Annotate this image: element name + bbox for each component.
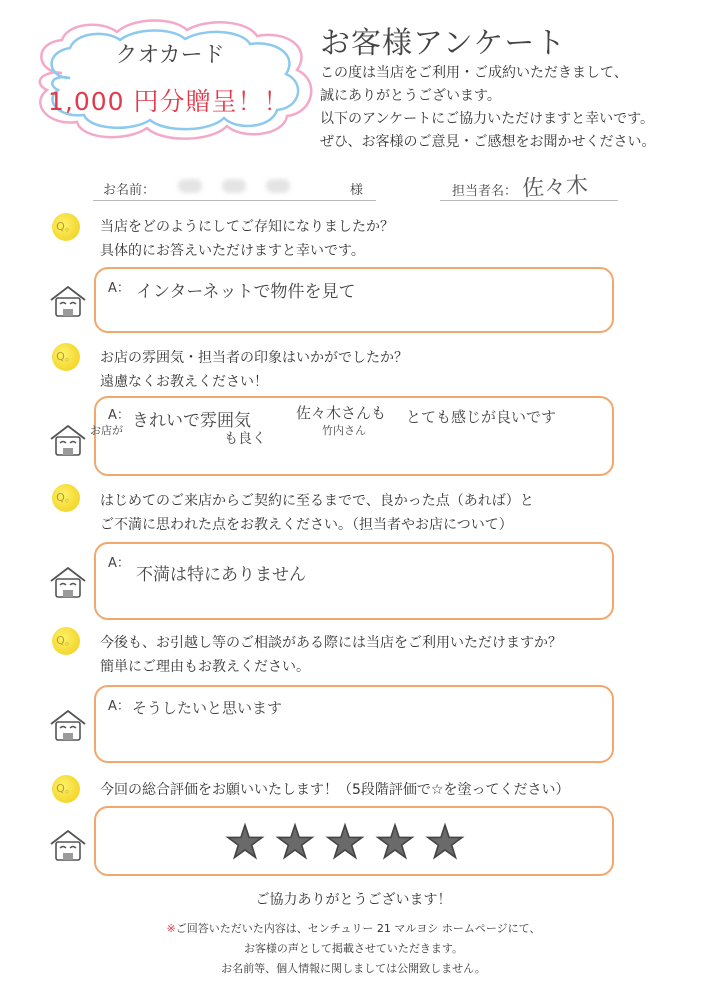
question-5 — [100, 778, 569, 802]
intro-text — [320, 62, 690, 154]
answer-marker: A： — [108, 699, 130, 714]
footer-note-line: お客様の声として掲載させていただきます。 — [243, 942, 464, 955]
note-mark: ※ — [166, 922, 176, 935]
rating-star-5[interactable] — [428, 825, 462, 858]
name-label: お名前： — [103, 183, 156, 198]
answer-marker: A： — [108, 281, 130, 296]
q-marker-icon: Q。 — [52, 213, 80, 241]
intro-line: ぜひ、お客様のご意見・ご感想をお聞かせください。 — [320, 134, 656, 150]
page-title: お客様アンケート — [320, 26, 567, 61]
answer-1-text: インターネットで物件を見て — [136, 282, 356, 302]
house-face-icon — [48, 564, 88, 600]
answer-2-prefix: お店が — [90, 424, 123, 437]
footer-note-line: お名前等、個人情報に関しましては公開致しません。 — [221, 962, 486, 975]
question-1 — [100, 215, 394, 263]
answer-2-sub: も良く — [224, 431, 266, 447]
answer-3-text: 不満は特にありません — [136, 565, 306, 585]
rating-star-3[interactable] — [328, 825, 362, 858]
footer-note — [0, 919, 707, 979]
answer-2-text: きれいで雰囲気 — [132, 411, 251, 431]
answer-marker: A： — [108, 556, 130, 571]
answer-box-1[interactable] — [94, 267, 614, 333]
answer-2-mid: 佐々木さんも — [296, 404, 387, 422]
footer-note-line: ※ご回答いただいた内容は、センチュリー 21 マルヨシ ホームページにて、 — [166, 922, 541, 935]
question-line: 今後も、お引越し等のご相談がある際には当店をご利用いただけますか？ — [100, 635, 562, 651]
question-line: 今回の総合評価をお願いいたします！（5段階評価で☆を塗ってください） — [100, 782, 570, 798]
intro-line: 以下のアンケートにご協力いただけますと幸いです。 — [320, 111, 655, 127]
answer-box-2[interactable] — [90, 396, 614, 476]
question-4 — [100, 631, 562, 679]
name-field-redacted — [178, 178, 328, 198]
answer-marker: A： — [108, 408, 130, 423]
question-line: 遠慮なくお教えください！ — [100, 374, 268, 390]
honorific-label: 様 — [350, 183, 364, 198]
house-face-icon — [48, 283, 88, 319]
intro-line: 誠にありがとうございます。 — [320, 88, 501, 104]
question-2 — [100, 346, 408, 394]
answer-2-mid-sub: 竹内さん — [322, 424, 366, 437]
answer-box-3[interactable] — [94, 542, 614, 620]
house-face-icon — [48, 707, 88, 743]
answer-4-text: そうしたいと思います — [132, 699, 283, 717]
q-marker-icon: Q。 — [52, 343, 80, 371]
question-3 — [100, 489, 534, 537]
question-line: お店の雰囲気・担当者の印象はいかがでしたか？ — [100, 350, 408, 366]
question-line: はじめてのご来店からご契約に至るまでで、良かった点（あれば）と — [100, 493, 534, 509]
house-face-icon — [48, 827, 88, 863]
q-marker-icon: Q。 — [52, 484, 80, 512]
staff-label: 担当者名： — [452, 184, 518, 199]
name-underline — [93, 200, 376, 201]
q-marker-icon: Q。 — [52, 775, 80, 803]
rating-star-4[interactable] — [378, 825, 412, 858]
answer-2-end: とても感じが良いです — [406, 408, 557, 426]
footer-thanks: ご協力ありがとうございます！ — [255, 892, 452, 908]
cloud-badge-shape — [22, 18, 322, 143]
badge-amount: 1,000 円分贈呈！！ — [48, 87, 290, 116]
question-line: 具体的にお答えいただけますと幸いです。 — [100, 243, 365, 259]
intro-line: この度は当店をご利用・ご成約いただきまして、 — [320, 65, 628, 81]
rating-star-1[interactable] — [228, 825, 262, 858]
staff-name-handwritten: 佐々木 — [521, 173, 589, 202]
house-face-icon — [48, 422, 88, 458]
q-marker-icon: Q。 — [52, 627, 80, 655]
question-line: 当店をどのようにしてご存知になりましたか？ — [100, 219, 394, 235]
question-line: ご不満に思われた点をお教えください。（担当者やお店について） — [100, 517, 513, 533]
staff-underline — [440, 200, 618, 201]
rating-stars[interactable] — [220, 818, 470, 868]
answer-box-4[interactable] — [94, 685, 614, 763]
question-line: 簡単にご理由もお教えください。 — [100, 659, 310, 675]
rating-star-2[interactable] — [278, 825, 312, 858]
badge-title: クオカード — [115, 43, 225, 68]
